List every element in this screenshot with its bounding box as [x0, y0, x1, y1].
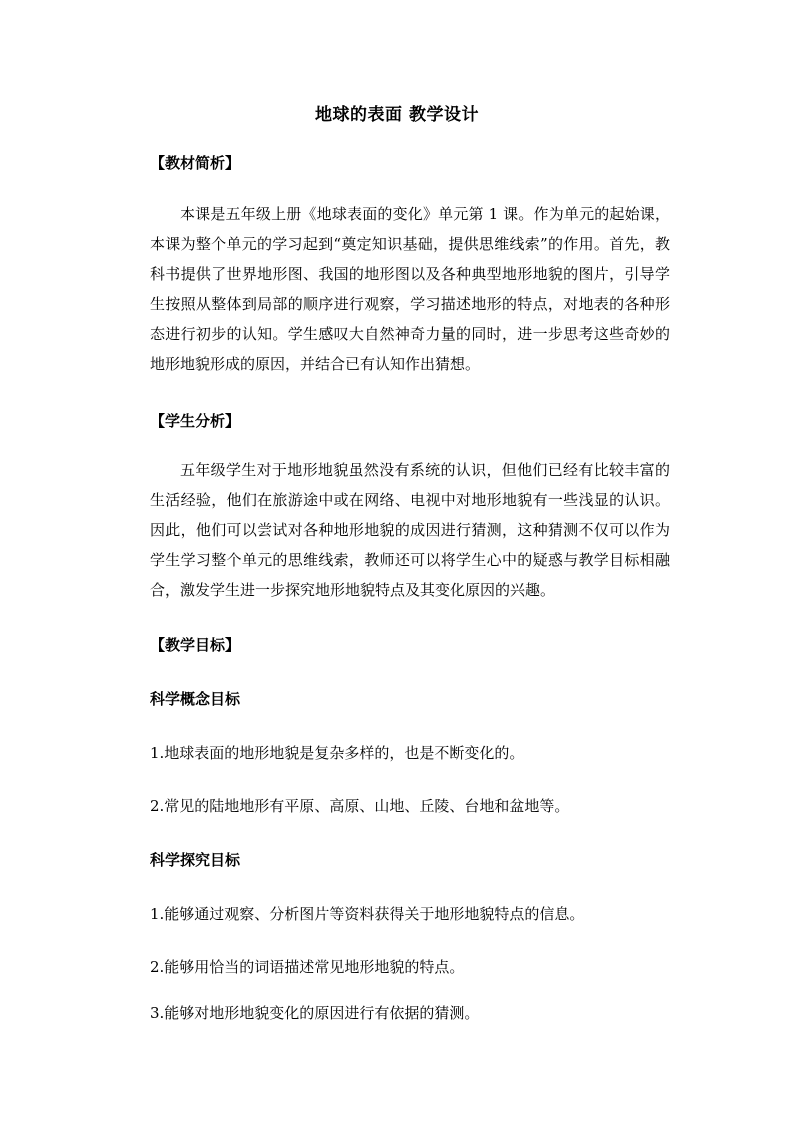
- paragraph-textbook-analysis: 本课是五年级上册《地球表面的变化》单元第 1 课。作为单元的起始课，本课为整个单元的学习起到“奠定知识基础，提供思维线索”的作用。首先，教科书提供了世界地形图、我国的地形图以及各种典型地形地貌的图片，引导学生按照从整体到局部的顺序进行观察，学习描述地形的特点，对地表的各种形态进行初步的认知。学生感叹大自然神奇力量的同时，进一步思考这些奇妙的地形地貌形成的原因，并结合已有认知作出猜想。: [150, 205, 670, 373]
- inquiry-goal-item: 2.能够用恰当的词语描述常见地形地貌的特点。: [150, 958, 465, 976]
- paragraph-student-analysis: 五年级学生对于地形地貌虽然没有系统的认识，但他们已经有比较丰富的生活经验，他们在旅游途中或在网络、电视中对地形地貌有一些浅显的认识。因此，他们可以尝试对各种地形地貌的成因进行猜测，这种猜测不仅可以作为学生学习整个单元的思维线索，教师还可以将学生心中的疑惑与教学目标相融合，激发学生进一步探究地形地貌特点及其变化原因的兴趣。: [150, 461, 670, 599]
- section-heading-textbook-analysis: 【教材简析】: [150, 154, 241, 172]
- document-title: 地球的表面 教学设计: [315, 105, 479, 125]
- subheading-inquiry-goals: 科学探究目标: [150, 851, 241, 869]
- section-heading-teaching-goals: 【教学目标】: [150, 636, 241, 654]
- concept-goal-item: 1.地球表面的地形地貌是复杂多样的，也是不断变化的。: [150, 744, 525, 762]
- inquiry-goal-item: 3.能够对地形地貌变化的原因进行有依据的猜测。: [150, 1004, 480, 1022]
- inquiry-goal-item: 1.能够通过观察、分析图片等资料获得关于地形地貌特点的信息。: [150, 905, 585, 923]
- subheading-concept-goals: 科学概念目标: [150, 690, 241, 708]
- concept-goal-item: 2.常见的陆地地形有平原、高原、山地、丘陵、台地和盆地等。: [150, 797, 570, 815]
- section-heading-student-analysis: 【学生分析】: [150, 412, 241, 430]
